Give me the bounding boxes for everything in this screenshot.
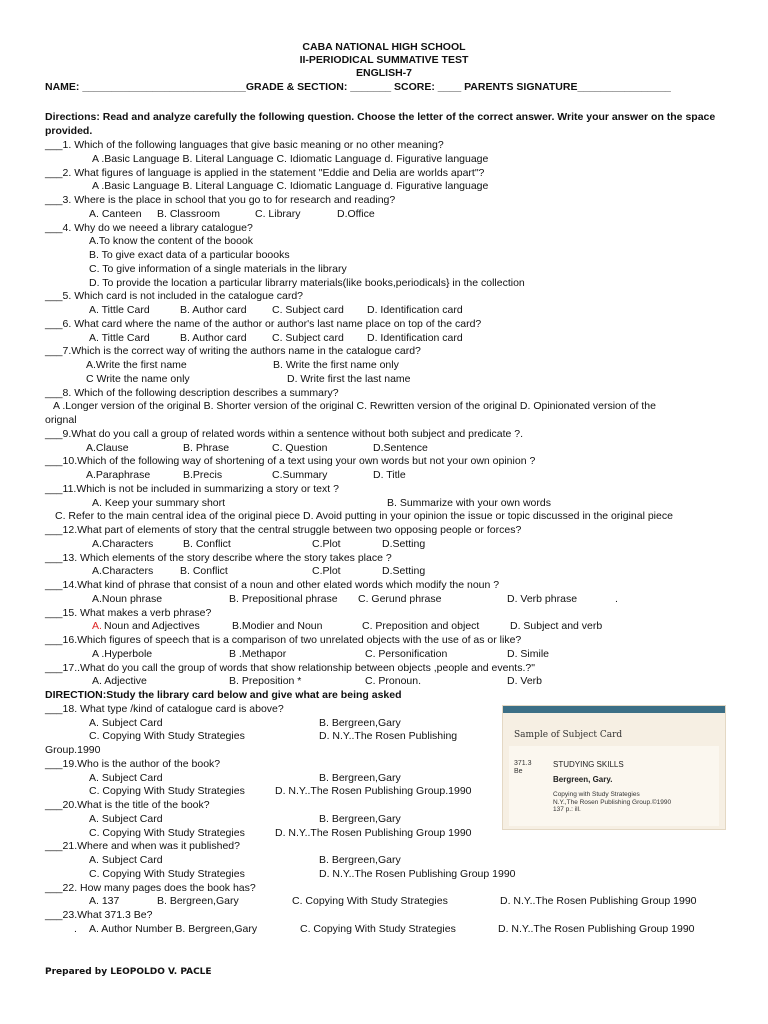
q14-option-a: A.Noun phrase (92, 592, 163, 605)
q17-option-d: D. Verb (507, 675, 543, 688)
question-16: ___16.Which figures of speech that is a comparison of two unrelated objects with the use of as or like? (45, 634, 522, 646)
q9-option-a: A.Clause (86, 441, 129, 454)
exam-header (0, 41, 768, 80)
question-19: ___19.Who is the author of the book? (45, 757, 221, 770)
call-number (514, 760, 532, 776)
card-author: Bergreen, Gary. (553, 775, 613, 784)
q12-option-a: A.Characters (92, 537, 154, 550)
question-20: ___20.What is the title of the book? (45, 799, 210, 811)
call-number-suffix: Be (514, 768, 523, 775)
card-top-bar (503, 706, 725, 713)
q10-option-c: C.Summary (272, 469, 328, 481)
library-card-directions: DIRECTION:Study the library card below and give what are being asked (45, 689, 402, 701)
q17-option-b: B. Preposition * (229, 675, 302, 688)
question-2: ___2. What figures of language is applied in the statement "Eddie and Delia are worlds apart"? (45, 166, 485, 179)
q5-option-a: A. Tittle Card (89, 304, 150, 316)
q16-option-d: D. Simile (507, 647, 550, 660)
student-info-line: NAME: ____________________________GRADE & SECTION: _______ SCORE: ____ PARENTS SIGNATURE________________ (45, 81, 671, 93)
q9-option-b: B. Phrase (183, 441, 230, 454)
prepared-by: Prepared by LEOPOLDO V. PACLE (45, 967, 212, 977)
q13-option-a: A.Characters (92, 565, 154, 578)
q14-option-b: B. Prepositional phrase (229, 592, 338, 605)
q22-option-b: B. Bergreen,Gary (157, 895, 239, 908)
school-name: CABA NATIONAL HIGH SCHOOL (302, 41, 466, 53)
question-11: ___11.Which is not be included in summarizing a story or text ? (45, 482, 339, 495)
q14-option-d: D. Verb phrase (507, 592, 578, 605)
q18-option-c: C. Copying With Study Strategies (89, 730, 245, 743)
q14-stray-mark: . (615, 592, 618, 605)
q12-option-b: B. Conflict (183, 537, 231, 550)
card-pages: 137 p.: ill. (553, 806, 581, 813)
q23-stray-mark: . (74, 922, 77, 935)
q21-option-b: B. Bergreen,Gary (319, 854, 401, 866)
q4-option-d: D. To provide the location a particular librarry materials(like books,periodicals} in the collection (89, 276, 525, 289)
question-8: ___8. Which of the following description describes a summary? (45, 386, 339, 399)
q1-options: A .Basic Language B. Literal Language C. Idiomatic Language d. Figurative language (92, 152, 489, 165)
q21-option-d: D. N.Y..The Rosen Publishing Group 1990 (319, 867, 516, 880)
q8-options: A .Longer version of the original B. Shorter version of the original C. Rewritten version of the original D. Opinionated version of the (53, 400, 656, 413)
q5-option-c: C. Subject card (272, 304, 344, 316)
question-1: ___1. Which of the following languages that give basic meaning or no other meaning? (45, 139, 444, 151)
q15-option-d: D. Subject and verb (510, 620, 603, 633)
q22-option-a: A. 137 (89, 895, 120, 908)
card-book-title: Copying with Study Strategies (553, 791, 640, 798)
q20-option-b: B. Bergreen,Gary (319, 812, 401, 825)
subject-title: ENGLISH-7 (355, 67, 412, 79)
q18-option-d-wrap: Group.1990 (45, 744, 101, 756)
q11-option-a: A. Keep your summary short (92, 496, 226, 509)
card-publisher: N.Y.,The Rosen Publishing Group.©1990 (553, 798, 672, 806)
q12-option-d: D.Setting (382, 537, 426, 550)
q23-option-d: D. N.Y..The Rosen Publishing Group 1990 (498, 922, 695, 935)
directions: Directions: Read and analyze carefully the following question. Choose the letter of the correct answer. Write your answer on the space provided. (45, 111, 716, 137)
q15-option-a-letter: A. (92, 620, 102, 633)
question-9: ___9.What do you call a group of related words within a sentence without both subject and predicate ?. (45, 427, 524, 440)
q19-option-b: B. Bergreen,Gary (319, 771, 401, 784)
q3-option-b: B. Classroom (157, 207, 221, 220)
question-15: ___15. What makes a verb phrase? (45, 606, 212, 619)
question-18: ___18. What type /kind of catalogue card is above? (45, 702, 284, 715)
question-13: ___13. Which elements of the story describe where the story takes place ? (45, 551, 392, 564)
q2-options: A .Basic Language B. Literal Language C. Idiomatic Language d. Figurative language (92, 180, 489, 193)
q20-option-d: D. N.Y..The Rosen Publishing Group 1990 (275, 826, 472, 839)
question-5: ___5. Which card is not included in the catalogue card? (45, 290, 303, 303)
q12-option-c: C.Plot (312, 537, 341, 550)
q5-option-b: B. Author card (180, 304, 247, 316)
q17-option-c: C. Pronoun. (365, 675, 422, 688)
question-4: ___4. Why do we neeed a library catalogue? (45, 221, 253, 234)
q4-option-b: B. To give exact data of a particular boooks (89, 249, 290, 261)
question-23: ___23.What 371.3 Be? (45, 909, 153, 921)
q19-option-d: D. N.Y..The Rosen Publishing Group.1990 (275, 785, 472, 798)
question-7: ___7.Which is the correct way of writing the authors name in the catalogue card? (45, 345, 421, 358)
q13-option-d: D.Setting (382, 565, 426, 578)
question-22: ___22. How many pages does the book has? (45, 881, 256, 894)
q11-option-cd: C. Refer to the main central idea of the original piece D. Avoid putting in your opinion the issue or topic discussed in the original piece (55, 510, 673, 523)
q19-option-c: C. Copying With Study Strategies (89, 785, 245, 798)
q6-option-b: B. Author card (180, 331, 247, 344)
card-subject-heading: STUDYING SKILLS (553, 760, 624, 769)
q3-option-d: D.Office (337, 207, 375, 220)
q4-option-c: C. To give information of a single materials in the library (89, 262, 347, 275)
q10-option-a: A.Paraphrase (86, 469, 151, 481)
q7-option-a: A.Write the first name (86, 359, 187, 371)
test-title: II-PERIODICAL SUMMATIVE TEST (299, 54, 469, 66)
catalogue-card (509, 746, 719, 826)
q7-option-c: C Write the name only (86, 372, 190, 385)
question-12: ___12.What part of elements of story that the central struggle between two opposing people or forces? (45, 524, 522, 536)
q22-option-c: C. Copying With Study Strategies (292, 895, 448, 908)
q4-option-a: A.To know the content of the boook (89, 235, 254, 248)
q9-option-d: D.Sentence (373, 441, 428, 454)
q13-option-c: C.Plot (312, 565, 341, 578)
q21-option-a: A. Subject Card (89, 854, 163, 866)
q14-option-c: C. Gerund phrase (358, 592, 442, 605)
q18-option-d: D. N.Y..The Rosen Publishing (319, 730, 458, 743)
q17-option-a: A. Adjective (92, 675, 147, 688)
q7-option-d: D. Write first the last name (287, 372, 411, 385)
question-14: ___14.What kind of phrase that consist of a noun and other elated words which modify the noun ? (45, 579, 500, 591)
q20-option-c: C. Copying With Study Strategies (89, 826, 245, 839)
q11-option-b: B. Summarize with your own words (387, 496, 551, 509)
q7-option-b: B. Write the first name only (273, 359, 399, 371)
q16-option-a: A .Hyperbole (92, 647, 153, 660)
q5-option-d: D. Identification card (367, 304, 463, 316)
question-3: ___3. Where is the place in school that you go to for research and reading? (45, 194, 396, 206)
q13-option-b: B. Conflict (180, 565, 228, 578)
q15-option-a: Noun and Adjectives (104, 620, 200, 633)
q6-option-c: C. Subject card (272, 331, 344, 344)
q8-options-wrap: orignal (45, 414, 77, 426)
question-10: ___10.Which of the following way of shortening of a text using your own words but not your own opinion ? (45, 455, 536, 468)
q23-option-ab: A. Author Number B. Bergreen,Gary (89, 922, 258, 935)
q21-option-c: C. Copying With Study Strategies (89, 867, 245, 880)
question-6: ___6. What card where the name of the author or author's last name place on top of the card? (45, 317, 482, 330)
q6-option-d: D. Identification card (367, 331, 463, 344)
q15-option-b: B.Modier and Noun (232, 620, 323, 633)
q20-option-a: A. Subject Card (89, 812, 163, 825)
question-21: ___21.Where and when was it published? (45, 840, 240, 853)
q3-option-a: A. Canteen (89, 207, 142, 220)
q16-option-c: C. Personification (365, 647, 448, 660)
q18-option-a: A. Subject Card (89, 716, 163, 729)
card-caption: Sample of Subject Card (514, 730, 623, 740)
q15-option-c: C. Preposition and object (362, 620, 480, 633)
q10-option-d: D. Title (373, 469, 406, 481)
q16-option-b: B .Methapor (229, 647, 287, 660)
q19-option-a: A. Subject Card (89, 771, 163, 784)
q3-option-c: C. Library (255, 207, 301, 220)
q18-option-b: B. Bergreen,Gary (319, 716, 401, 729)
q10-option-b: B.Precis (183, 469, 223, 481)
q22-option-d: D. N.Y..The Rosen Publishing Group 1990 (500, 895, 697, 908)
question-17: ___17..What do you call the group of words that show relationship between objects ,people and events.?" (45, 661, 535, 674)
q9-option-c: C. Question (272, 441, 328, 454)
call-number-class: 371.3 (514, 760, 532, 767)
q23-option-c: C. Copying With Study Strategies (300, 922, 456, 935)
q6-option-a: A. Tittle Card (89, 331, 150, 344)
subject-card-sample (503, 706, 725, 829)
